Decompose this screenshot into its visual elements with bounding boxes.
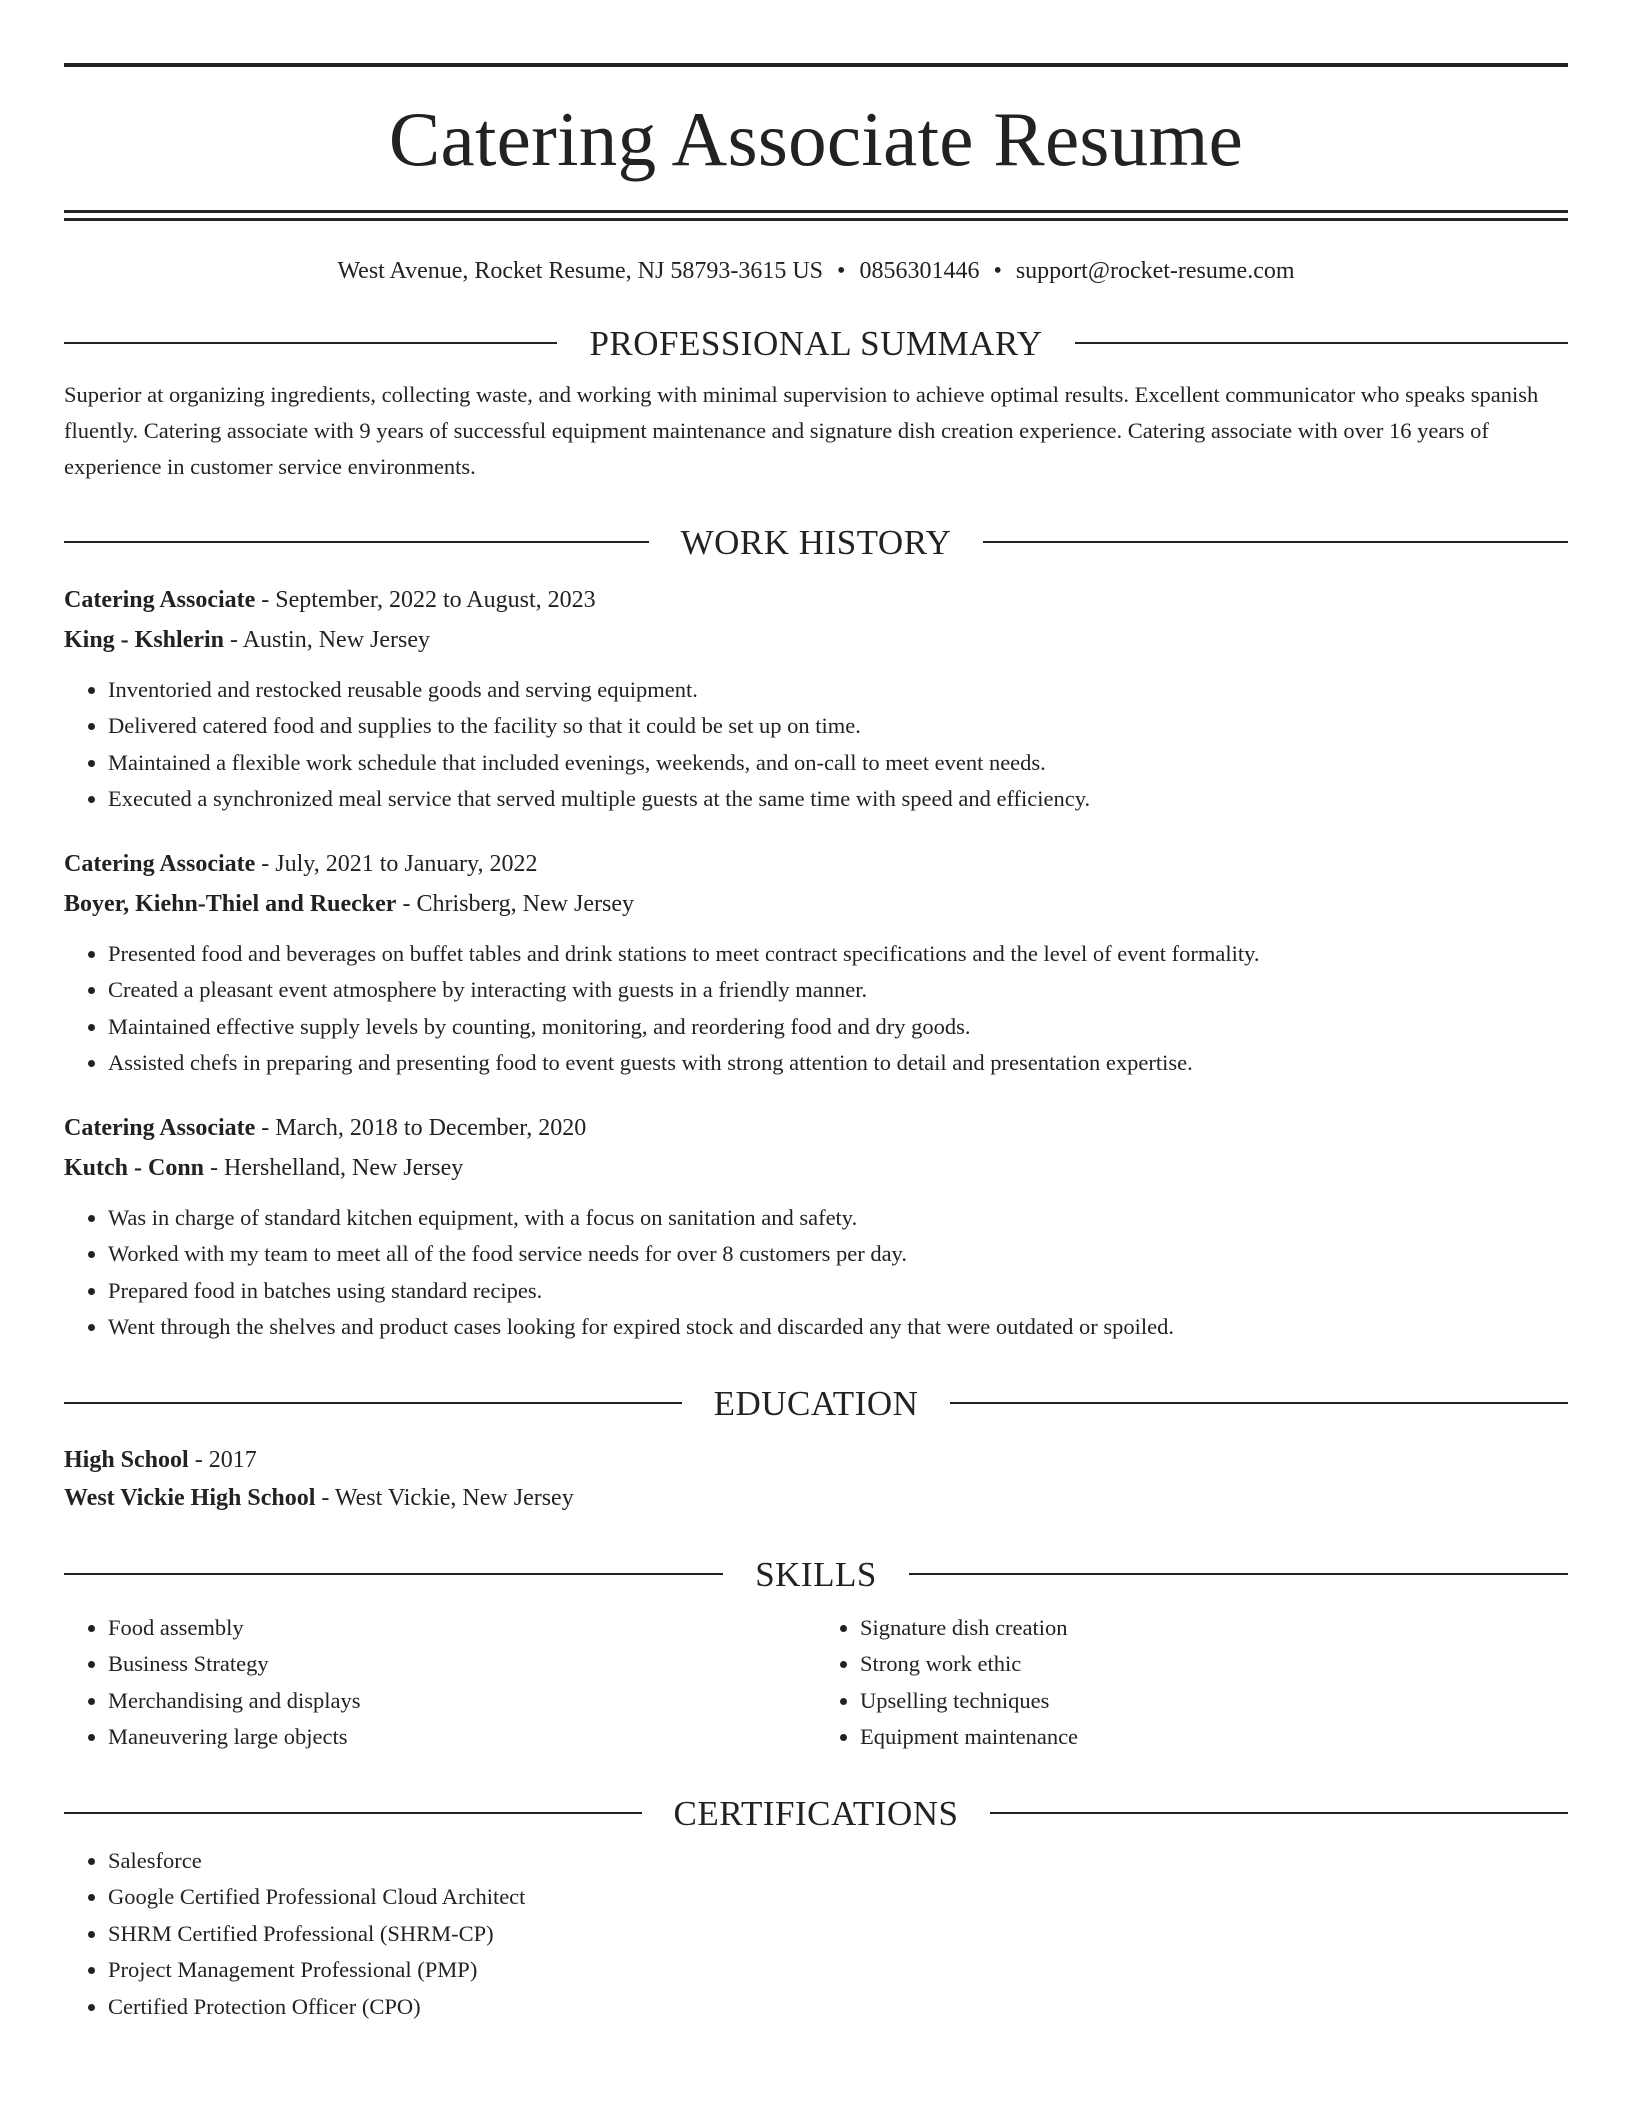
job-bullet: • Maintained a flexible work schedule that included evenings, weekends, and on-call to meet event needs. bbox=[108, 745, 1568, 782]
skill-item: • Upselling techniques bbox=[860, 1683, 1568, 1720]
contact-separator: • bbox=[837, 258, 846, 284]
job-location: - Chrisberg, New Jersey bbox=[396, 890, 634, 917]
section-rule-right bbox=[983, 541, 1568, 543]
summary-text: Superior at organizing ingredients, collecting waste, and working with minimal supervision to achieve optimal results. Excellent communicator who speaks spanish fluently. Catering associate with 9 years of successful equipment maintenance and signature dish creation experience. Catering associate with over 16 years of experience in customer service environments. bbox=[64, 381, 1539, 479]
certification-item: • Certified Protection Officer (CPO) bbox=[108, 1989, 1568, 2026]
job-bullet: • Delivered catered food and supplies to the facility so that it could be set up on time. bbox=[108, 708, 1568, 745]
job-entry bbox=[64, 580, 1568, 818]
section-header-skills bbox=[64, 1554, 1568, 1594]
skills-column-right bbox=[816, 1610, 1568, 1756]
section-rule-right bbox=[909, 1573, 1568, 1575]
job-bullets bbox=[64, 1200, 1568, 1346]
top-rule bbox=[64, 63, 1568, 67]
job-dates: - July, 2021 to January, 2022 bbox=[255, 850, 538, 877]
contact-email: support@rocket-resume.com bbox=[1015, 258, 1295, 284]
job-company: Kutch - Conn bbox=[64, 1154, 205, 1181]
contact-line bbox=[64, 257, 1568, 286]
section-rule-right bbox=[1075, 342, 1568, 344]
section-header-education bbox=[64, 1383, 1568, 1423]
job-title-line bbox=[64, 580, 1568, 620]
education-entry bbox=[64, 1441, 1568, 1517]
section-rule-left bbox=[64, 1402, 682, 1404]
job-company-line bbox=[64, 620, 1568, 660]
section-title-education: EDUCATION bbox=[713, 1383, 919, 1423]
job-bullet: • Created a pleasant event atmosphere by interacting with guests in a friendly manner. bbox=[108, 972, 1568, 1009]
job-title: Catering Associate bbox=[64, 1114, 256, 1141]
skill-item: • Food assembly bbox=[108, 1610, 816, 1647]
skill-item: • Equipment maintenance bbox=[860, 1719, 1568, 1756]
certification-item: • Google Certified Professional Cloud Architect bbox=[108, 1879, 1568, 1916]
section-header-certifications bbox=[64, 1793, 1568, 1833]
job-bullet: • Was in charge of standard kitchen equipment, with a focus on sanitation and safety. bbox=[108, 1200, 1568, 1237]
section-rule-left bbox=[64, 1573, 723, 1575]
section-rule-left bbox=[64, 541, 649, 543]
job-company-line bbox=[64, 1148, 1568, 1188]
education-degree: High School bbox=[64, 1446, 189, 1473]
job-dates: - September, 2022 to August, 2023 bbox=[255, 586, 596, 613]
contact-separator: • bbox=[993, 258, 1002, 284]
skills-list bbox=[64, 1610, 1568, 1756]
resume-title: Catering Associate Resume bbox=[388, 96, 1244, 182]
job-company: Boyer, Kiehn-Thiel and Ruecker bbox=[64, 890, 397, 917]
education-degree-line bbox=[64, 1441, 1568, 1479]
job-title: Catering Associate bbox=[64, 586, 256, 613]
job-bullet: • Went through the shelves and product cases looking for expired stock and discarded any that were outdated or spoiled. bbox=[108, 1309, 1568, 1346]
skill-item: • Business Strategy bbox=[108, 1646, 816, 1683]
education-year: - 2017 bbox=[188, 1446, 257, 1473]
section-header-work bbox=[64, 522, 1568, 562]
skill-item: • Maneuvering large objects bbox=[108, 1719, 816, 1756]
section-title-work: WORK HISTORY bbox=[680, 522, 952, 562]
section-title-certifications: CERTIFICATIONS bbox=[673, 1793, 959, 1833]
section-rule-right bbox=[950, 1402, 1568, 1404]
job-title-line bbox=[64, 844, 1568, 884]
certification-item: • SHRM Certified Professional (SHRM-CP) bbox=[108, 1916, 1568, 1953]
certifications-list bbox=[64, 1843, 1568, 2026]
certification-item: • Project Management Professional (PMP) bbox=[108, 1952, 1568, 1989]
title-double-rule bbox=[64, 210, 1568, 221]
section-rule-left bbox=[64, 342, 557, 344]
job-entry bbox=[64, 844, 1568, 1082]
section-rule-left bbox=[64, 1812, 642, 1814]
skill-item: • Merchandising and displays bbox=[108, 1683, 816, 1720]
job-company-line bbox=[64, 884, 1568, 924]
section-title-skills: SKILLS bbox=[755, 1554, 877, 1594]
job-company: King - Kshlerin bbox=[64, 626, 225, 653]
job-bullet: • Prepared food in batches using standard recipes. bbox=[108, 1273, 1568, 1310]
job-bullets bbox=[64, 936, 1568, 1082]
education-school-line bbox=[64, 1479, 1568, 1517]
job-location: - Hershelland, New Jersey bbox=[204, 1154, 464, 1181]
job-bullet: • Executed a synchronized meal service that served multiple guests at the same time with speed and efficiency. bbox=[108, 781, 1568, 818]
section-header-summary bbox=[64, 323, 1568, 363]
section-title-summary: PROFESSIONAL SUMMARY bbox=[589, 323, 1043, 363]
job-title: Catering Associate bbox=[64, 850, 256, 877]
job-bullet: • Inventoried and restocked reusable goods and serving equipment. bbox=[108, 672, 1568, 709]
section-rule-right bbox=[990, 1812, 1568, 1814]
education-school: West Vickie High School bbox=[64, 1484, 316, 1511]
job-bullets bbox=[64, 672, 1568, 818]
job-dates: - March, 2018 to December, 2020 bbox=[255, 1114, 587, 1141]
contact-address: West Avenue, Rocket Resume, NJ 58793-3615 US bbox=[337, 258, 824, 284]
skill-item: • Strong work ethic bbox=[860, 1646, 1568, 1683]
skill-item: • Signature dish creation bbox=[860, 1610, 1568, 1647]
skills-column-left bbox=[64, 1610, 816, 1756]
job-location: - Austin, New Jersey bbox=[224, 626, 430, 653]
job-title-line bbox=[64, 1108, 1568, 1148]
job-bullet: • Maintained effective supply levels by counting, monitoring, and reordering food and dry goods. bbox=[108, 1009, 1568, 1046]
contact-phone: 0856301446 bbox=[859, 258, 980, 284]
certification-item: • Salesforce bbox=[108, 1843, 1568, 1880]
job-bullet: • Presented food and beverages on buffet tables and drink stations to meet contract specifications and the level of event formality. bbox=[108, 936, 1568, 973]
job-bullet: • Assisted chefs in preparing and presenting food to event guests with strong attention to detail and presentation expertise. bbox=[108, 1045, 1568, 1082]
education-location: - West Vickie, New Jersey bbox=[315, 1484, 574, 1511]
job-bullet: • Worked with my team to meet all of the food service needs for over 8 customers per day. bbox=[108, 1236, 1568, 1273]
resume-page bbox=[64, 63, 1568, 2025]
job-entry bbox=[64, 1108, 1568, 1346]
